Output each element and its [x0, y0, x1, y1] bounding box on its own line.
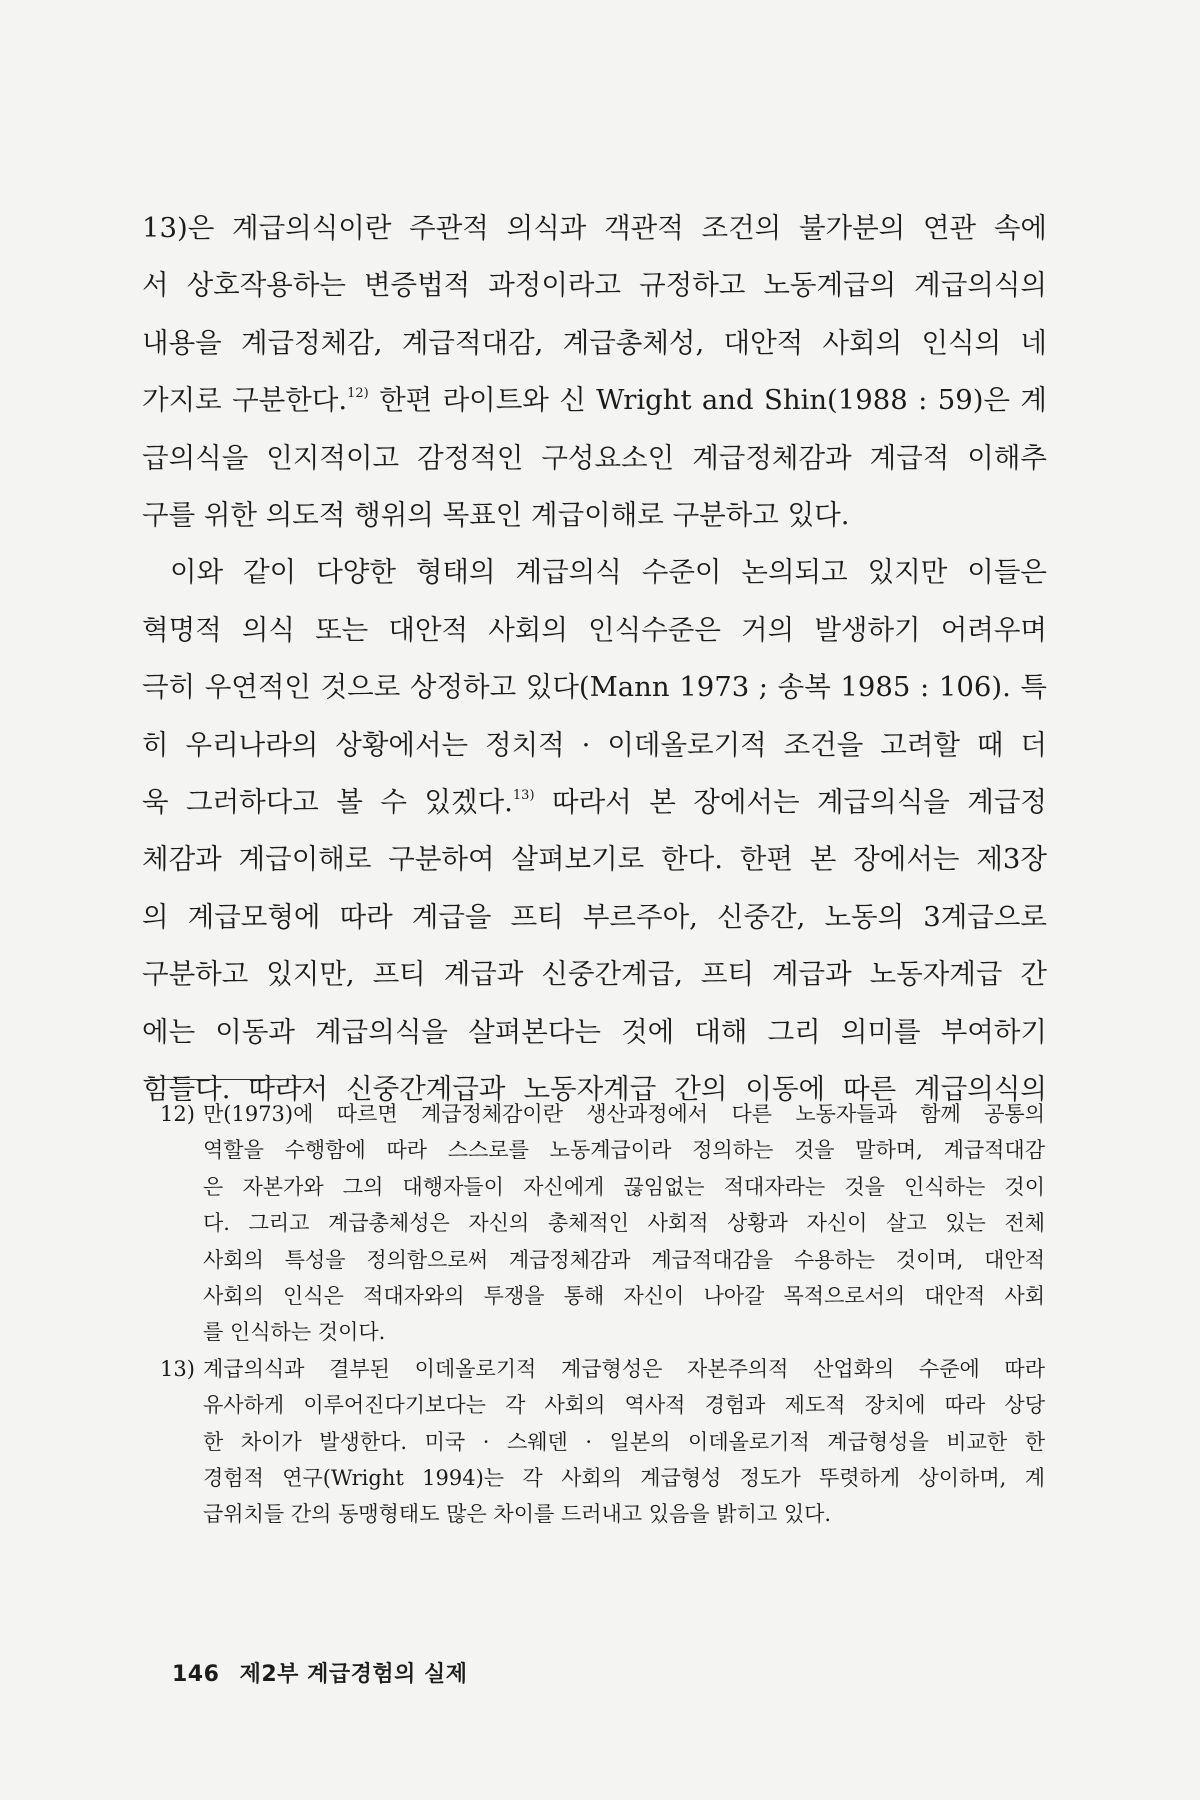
footnote-13 — [160, 1351, 1045, 1533]
footnote-ref-12[interactable]: 12) — [347, 386, 369, 402]
text-line: 체감과 계급이해로 구분하여 살펴보기로 한다. 한편 본 장에서는 제3장 — [142, 843, 1047, 876]
part-label: 제2부 — [239, 1662, 299, 1687]
text-line: 서 상호작용하는 변증법적 과정이라고 규정하고 노동계급의 계급의식의 — [142, 269, 1047, 302]
text-line — [142, 372, 1047, 429]
text-line: 구를 위한 의도적 행위의 목표인 계급이해로 구분하고 있다. — [142, 499, 850, 532]
text-segment: 가지로 구분한다. — [142, 384, 348, 417]
footnote-line — [160, 1351, 1045, 1387]
text-line: 에는 이동과 계급의식을 살펴본다는 것에 대해 그리 의미를 부여하기 — [142, 1015, 1047, 1048]
text-line: 이와 같이 다양한 형태의 계급의식 수준이 논의되고 있지만 이들은 — [170, 556, 1047, 589]
text-segment: 만(1973)에 따르면 계급정체감이란 생산과정에서 다른 노동자들과 함께 공통의 — [203, 1102, 1045, 1126]
text-segment: 욱 그러하다고 볼 수 있겠다. — [142, 786, 513, 819]
page-number: 146 — [172, 1662, 220, 1687]
text-line — [142, 774, 1047, 831]
text-segment: 계급의식과 결부된 이데올로기적 계급형성은 자본주의적 산업화의 수준에 따라 — [203, 1356, 1045, 1381]
main-body-text — [142, 200, 1047, 1119]
text-line: 구분하고 있지만, 프티 계급과 신중간계급, 프티 계급과 노동자계급 간 — [142, 958, 1047, 991]
footnote-line: 를 인식하는 것이다. — [203, 1320, 386, 1345]
running-footer — [172, 1657, 468, 1688]
text-line: 극히 우연적인 것으로 상정하고 있다(Mann 1973 ; 송복 1985 : 106). 특 — [142, 671, 1047, 704]
paragraph-1 — [142, 200, 1047, 544]
text-line: 의 계급모형에 따라 계급을 프티 부르주아, 신중간, 노동의 3계급으로 — [142, 900, 1047, 933]
footnote-line: 역할을 수행함에 따라 스스로를 노동계급이라 정의하는 것을 말하며, 계급적대감 — [203, 1138, 1045, 1163]
footnote-12 — [160, 1096, 1045, 1351]
text-segment: 한편 라이트와 신 Wright and Shin(1988 : 59)은 계 — [368, 384, 1048, 417]
footnote-line: 경험적 연구(Wright 1994)는 각 사회의 계급형성 정도가 뚜렷하게 상이하며, 계 — [203, 1466, 1045, 1491]
footnotes — [160, 1096, 1045, 1533]
text-line: 내용을 계급정체감, 계급적대감, 계급총체성, 대안적 사회의 인식의 네 — [142, 326, 1047, 359]
footnote-line: 급위치들 간의 동맹형태도 많은 차이를 드러내고 있음을 밝히고 있다. — [203, 1502, 832, 1527]
footnote-line: 한 차이가 발생한다. 미국 · 스웨덴 · 일본의 이데올로기적 계급형성을 비교한 한 — [203, 1429, 1045, 1454]
footnote-divider — [150, 1079, 312, 1080]
footnote-number: 13) — [160, 1356, 195, 1381]
footer-title: 계급경험의 실제 — [307, 1662, 468, 1687]
footnote-line: 유사하게 이루어진다기보다는 각 사회의 역사적 경험과 제도적 장치에 따라 상당 — [203, 1393, 1045, 1418]
text-line: 급의식을 인지적이고 감정적인 구성요소인 계급정체감과 계급적 이해추 — [142, 441, 1047, 474]
text-line: 히 우리나라의 상황에서는 정치적 · 이데올로기적 조건을 고려할 때 더 — [142, 728, 1047, 761]
text-line: 13)은 계급의식이란 주관적 의식과 객관적 조건의 불가분의 연관 속에 — [142, 212, 1047, 244]
footnote-line: 다. 그리고 계급총체성은 자신의 총체적인 사회적 상황과 자신이 살고 있는 전체 — [203, 1211, 1045, 1236]
footnote-line: 사회의 인식은 적대자와의 투쟁을 통해 자신이 나아갈 목적으로서의 대안적 사회 — [203, 1284, 1045, 1309]
footnote-line: 사회의 특성을 정의함으로써 계급정체감과 계급적대감을 수용하는 것이며, 대안적 — [203, 1247, 1045, 1272]
text-line: 혁명적 의식 또는 대안적 사회의 인식수준은 거의 발생하기 어려우며 — [142, 613, 1047, 646]
footnote-line: 은 자본가와 그의 대행자들이 자신에게 끊임없는 적대자라는 것을 인식하는 것이 — [203, 1174, 1045, 1199]
footnote-ref-13[interactable]: 13) — [512, 788, 535, 804]
footnote-line — [160, 1096, 1045, 1132]
text-segment: 따라서 본 장에서는 계급의식을 계급정 — [534, 786, 1048, 819]
text-line: 힘들다. 따라서 신중간계급과 노동자계급 간의 이동에 따른 계급의식의 — [142, 1073, 1047, 1106]
footnote-number: 12) — [160, 1102, 195, 1126]
paragraph-2 — [142, 544, 1047, 1118]
